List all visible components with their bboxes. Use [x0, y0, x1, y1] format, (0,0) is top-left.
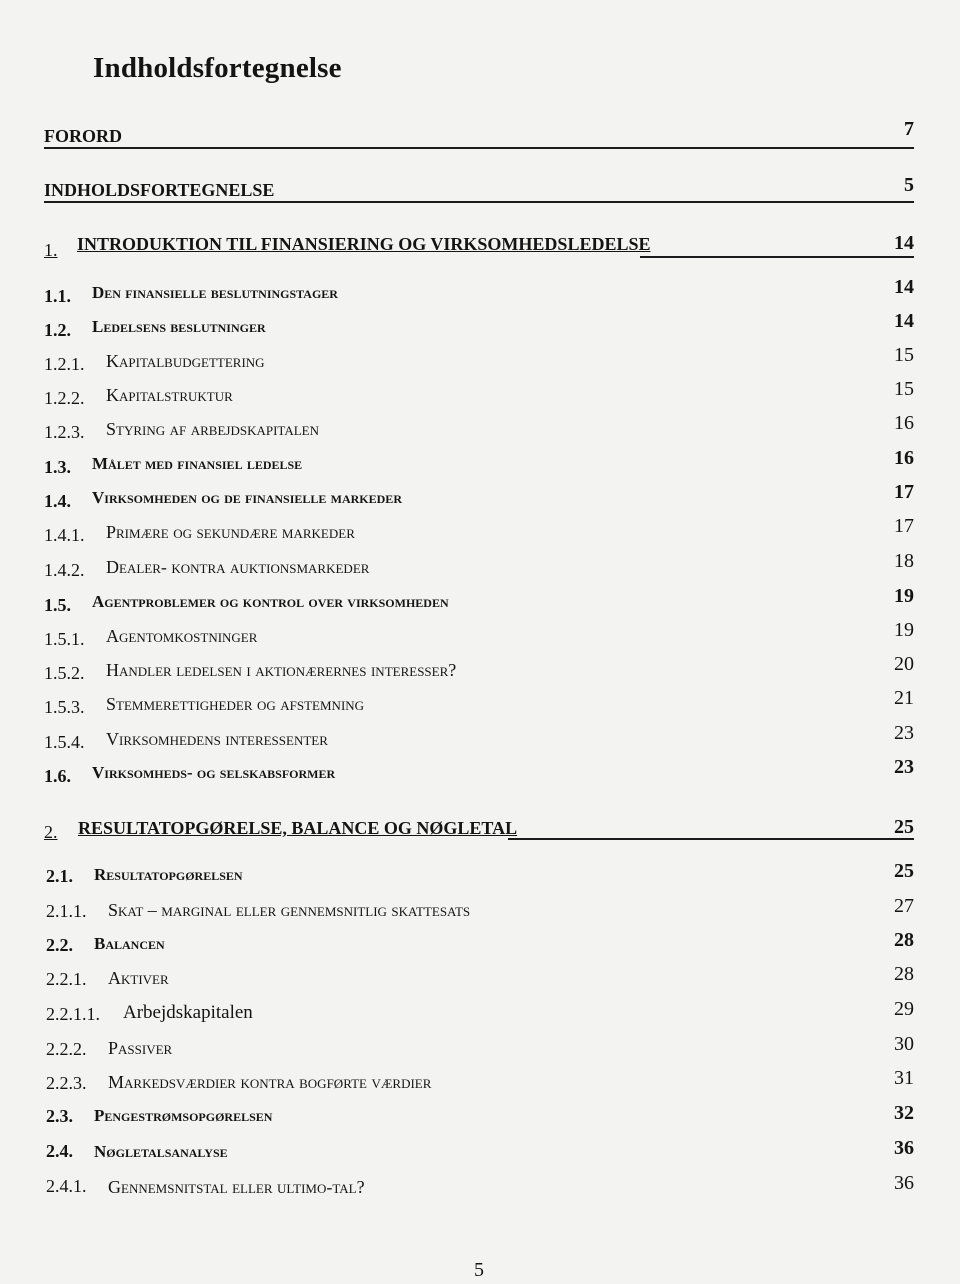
toc-entry-number: 2.2. — [46, 935, 73, 955]
toc-entry-number: 1.1. — [44, 286, 71, 306]
toc-entry-text: Arbejdskapitalen — [123, 1002, 253, 1023]
toc-entry-number: 1.4.2. — [44, 560, 85, 580]
entry-underline — [508, 838, 914, 840]
toc-entry-2-2-1 — [0, 965, 960, 995]
toc-entry-page: 14 — [894, 276, 914, 298]
toc-entry-1-3 — [0, 447, 960, 481]
toc-entry-page: 20 — [894, 653, 914, 675]
toc-entry-page: 15 — [894, 378, 914, 400]
toc-entry-text: Gennemsnitstal eller ultimo-tal? — [108, 1177, 365, 1197]
toc-entry-page: 16 — [894, 447, 914, 469]
toc-entry-text: Ledelsens beslutninger — [92, 317, 266, 336]
toc-entry-text: Nøgletalsanalyse — [94, 1142, 228, 1161]
toc-entry-text: Skat – marginal eller gennemsnitlig skattesats — [108, 900, 471, 920]
toc-entry-number: 2.2.2. — [46, 1039, 87, 1059]
toc-entry-text: Virksomheden og de finansielle markeder — [92, 488, 402, 507]
toc-entry-page: 19 — [894, 585, 914, 607]
page-number: 5 — [474, 1259, 484, 1281]
toc-entry-1-2-3 — [0, 412, 960, 446]
toc-entry-page: 17 — [894, 515, 914, 537]
toc-entry-2-1 — [0, 862, 960, 892]
toc-entry-number: 1.5. — [44, 595, 71, 615]
toc-entry-chapter-1 — [0, 230, 960, 260]
toc-entry-page: 16 — [894, 412, 914, 434]
toc-entry-text: Balancen — [94, 934, 165, 953]
toc-entry-number: 2.1. — [46, 866, 73, 886]
toc-entry-2-1-1 — [0, 897, 960, 927]
entry-underline — [44, 201, 914, 203]
toc-entry-page: 28 — [894, 963, 914, 985]
toc-entry-number: 1.5.4. — [44, 732, 85, 752]
toc-entry-1-1 — [0, 276, 960, 310]
toc-entry-1-5-4 — [0, 722, 960, 756]
toc-entry-text: INDHOLDSFORTEGNELSE — [44, 180, 275, 200]
toc-entry-page: 14 — [894, 310, 914, 332]
toc-entry-1-2-2 — [0, 378, 960, 412]
toc-entry-page: 32 — [894, 1102, 914, 1124]
toc-entry-1-2-1 — [0, 344, 960, 378]
toc-entry-forord — [0, 118, 960, 152]
toc-entry-page: 29 — [894, 998, 914, 1020]
toc-entry-page: 7 — [904, 118, 914, 140]
toc-entry-number: 1.6. — [44, 766, 71, 786]
toc-entry-page: 23 — [894, 722, 914, 744]
toc-entry-page: 14 — [894, 232, 914, 254]
toc-entry-text: Markedsværdier kontra bogførte værdier — [108, 1072, 432, 1092]
toc-entry-text: Agentproblemer og kontrol over virksomheden — [92, 592, 449, 611]
toc-entry-1-6 — [0, 756, 960, 790]
toc-entry-2-2 — [0, 931, 960, 961]
toc-entry-number: 2.3. — [46, 1106, 73, 1126]
toc-entry-number: 1.5.3. — [44, 697, 85, 717]
toc-entry-number: 1. — [44, 240, 58, 260]
toc-entry-number: 2. — [44, 822, 58, 842]
toc-entry-2-2-3 — [0, 1069, 960, 1099]
toc-entry-1-2 — [0, 310, 960, 344]
toc-entry-number: 1.2.1. — [44, 354, 85, 374]
toc-entry-page: 5 — [904, 174, 914, 196]
toc-entry-page: 36 — [894, 1137, 914, 1159]
toc-entry-text: Aktiver — [108, 968, 169, 988]
toc-entry-text: Den finansielle beslutningstager — [92, 283, 338, 302]
toc-entry-text: Styring af arbejdskapitalen — [106, 419, 319, 439]
toc-entry-text: RESULTATOPGØRELSE, BALANCE OG NØGLETAL — [78, 818, 518, 838]
toc-entry-page: 17 — [894, 481, 914, 503]
toc-entry-1-5 — [0, 585, 960, 619]
toc-entry-number: 2.4.1. — [46, 1176, 87, 1196]
toc-entry-page: 25 — [894, 860, 914, 882]
toc-entry-number: 1.2.2. — [44, 388, 85, 408]
page-title: Indholdsfortegnelse — [93, 52, 342, 84]
toc-entry-number: 2.2.1. — [46, 969, 87, 989]
toc-entry-2-3 — [0, 1104, 960, 1134]
toc-entry-number: 2.1.1. — [46, 901, 87, 921]
toc-entry-number: 1.4. — [44, 491, 71, 511]
toc-entry-text: Kapitalbudgettering — [106, 351, 265, 371]
toc-entry-number: 2.2.3. — [46, 1073, 87, 1093]
toc-entry-page: 36 — [894, 1172, 914, 1194]
toc-entry-chapter-2 — [0, 814, 960, 844]
toc-entry-1-4-1 — [0, 515, 960, 549]
toc-entry-text: Kapitalstruktur — [106, 385, 233, 405]
toc-entry-text: Stemmerettigheder og afstemning — [106, 694, 365, 714]
toc-entry-number: 1.4.1. — [44, 525, 85, 545]
toc-entry-number: 1.3. — [44, 457, 71, 477]
toc-entry-page: 19 — [894, 619, 914, 641]
toc-entry-text: Agentomkostninger — [106, 626, 258, 646]
toc-entry-2-4 — [0, 1139, 960, 1169]
toc-entry-number: 1.5.1. — [44, 629, 85, 649]
toc-entry-text: Pengestrømsopgørelsen — [94, 1106, 273, 1125]
toc-entry-1-5-3 — [0, 687, 960, 721]
toc-entry-text: Dealer- kontra auktionsmarkeder — [106, 557, 370, 577]
toc-entry-page: 23 — [894, 756, 914, 778]
toc-entry-text: Primære og sekundære markeder — [106, 522, 355, 542]
toc-entry-1-4-2 — [0, 550, 960, 584]
toc-entry-number: 1.2. — [44, 320, 71, 340]
toc-entry-1-5-2 — [0, 653, 960, 687]
toc-entry-text: Passiver — [108, 1038, 173, 1058]
toc-entry-text: Resultatopgørelsen — [94, 865, 243, 884]
toc-entry-2-2-2 — [0, 1035, 960, 1065]
toc-entry-number: 2.2.1.1. — [46, 1004, 100, 1024]
toc-entry-page: 27 — [894, 895, 914, 917]
toc-entry-page: 28 — [894, 929, 914, 951]
toc-entry-text: Virksomhedens interessenter — [106, 729, 328, 749]
toc-entry-text: FORORD — [44, 126, 122, 146]
toc-entry-number: 1.5.2. — [44, 663, 85, 683]
entry-underline — [640, 256, 914, 258]
toc-entry-text: INTRODUKTION TIL FINANSIERING OG VIRKSOMHEDSLEDELSE — [77, 234, 651, 254]
toc-entry-indholdsfortegnelse — [0, 176, 960, 206]
toc-entry-page: 21 — [894, 687, 914, 709]
entry-underline — [44, 147, 914, 149]
toc-entry-1-4 — [0, 481, 960, 515]
toc-entry-text: Målet med finansiel ledelse — [92, 454, 303, 473]
toc-entry-2-2-1-1 — [0, 1000, 960, 1030]
toc-entry-page: 15 — [894, 344, 914, 366]
toc-entry-2-4-1 — [0, 1174, 960, 1204]
toc-entry-number: 2.4. — [46, 1141, 73, 1161]
toc-entry-number: 1.2.3. — [44, 422, 85, 442]
toc-entry-page: 25 — [894, 816, 914, 838]
toc-entry-1-5-1 — [0, 619, 960, 653]
toc-entry-page: 18 — [894, 550, 914, 572]
toc-entry-text: Virksomheds- og selskabsformer — [92, 763, 336, 782]
toc-entry-text: Handler ledelsen i aktionærernes interesser? — [106, 660, 457, 680]
toc-entry-page: 31 — [894, 1067, 914, 1089]
toc-entry-page: 30 — [894, 1033, 914, 1055]
